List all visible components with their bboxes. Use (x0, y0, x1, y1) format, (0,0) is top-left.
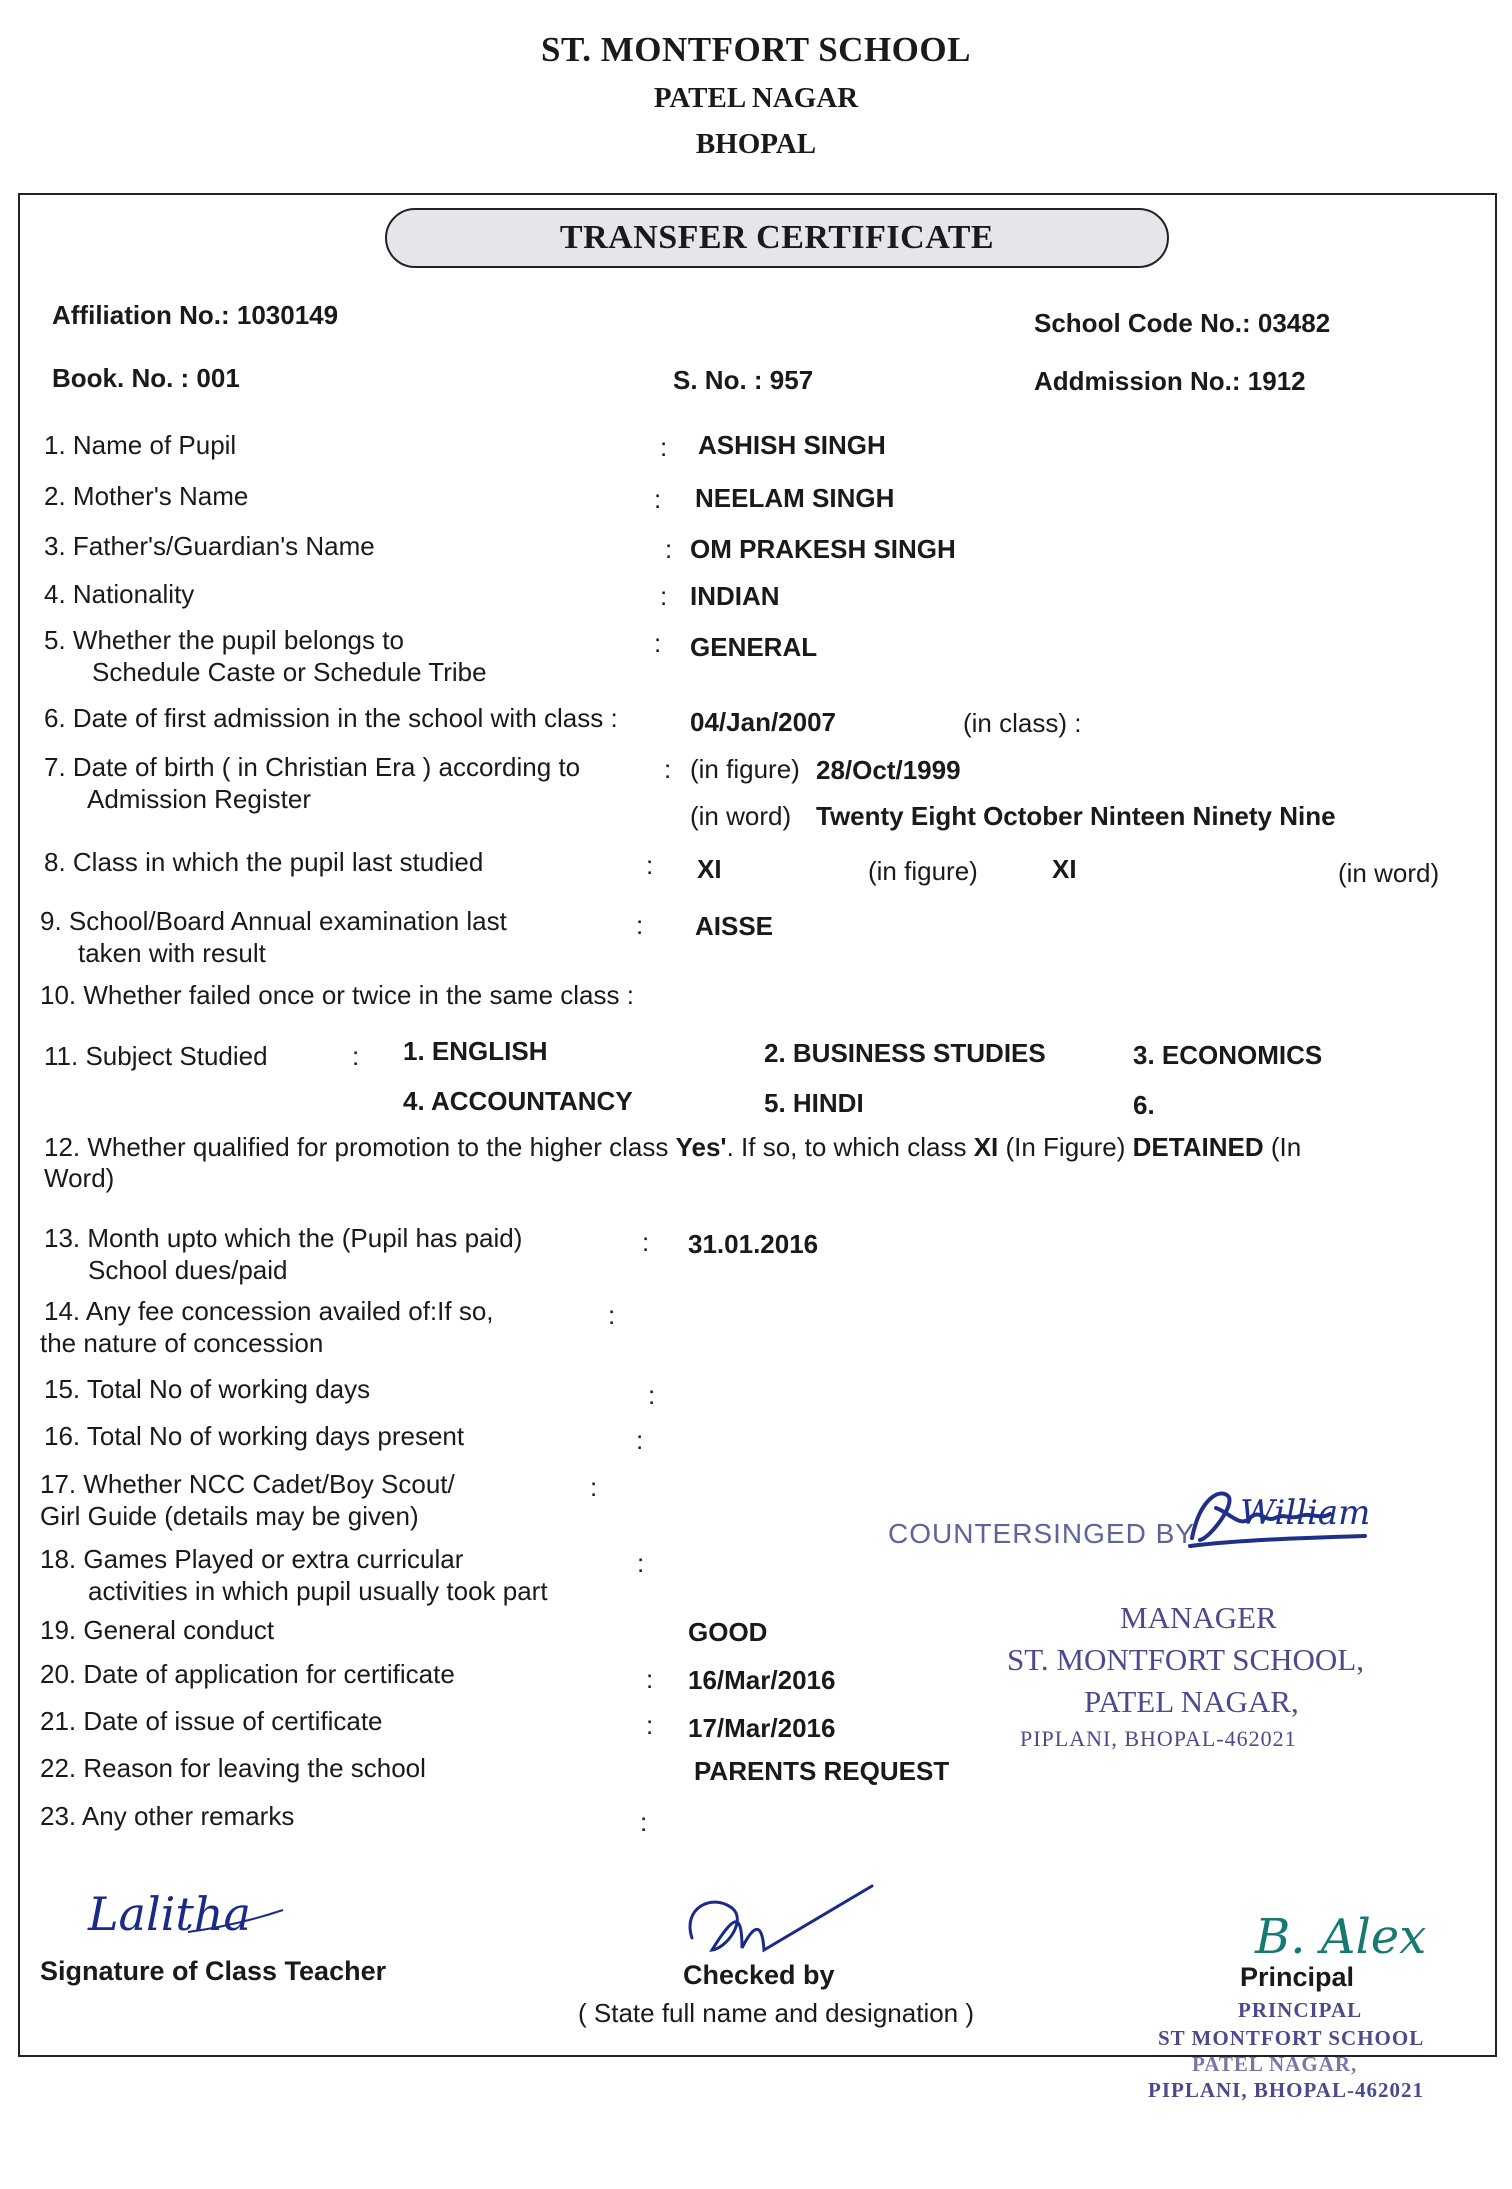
field-7-word-value: Twenty Eight October Ninteen Ninety Nine (816, 801, 1336, 831)
book-no: Book. No. : 001 (52, 363, 240, 393)
subject-3: 3. ECONOMICS (1133, 1040, 1323, 1070)
field-12-answer: Yes' (675, 1132, 727, 1162)
colon: : (646, 1710, 654, 1740)
field-21-value: 17/Mar/2016 (688, 1713, 836, 1743)
field-6-suffix: (in class) : (963, 708, 1082, 738)
field-8-word-value: XI (1052, 854, 1077, 884)
school-city: BHOPAL (695, 128, 817, 160)
field-10-label: 10. Whether failed once or twice in the same class : (40, 980, 634, 1010)
field-4-label: 4. Nationality (44, 579, 195, 609)
subject-2: 2. BUSINESS STUDIES (764, 1038, 1046, 1068)
field-9-label-line2: taken with result (78, 938, 266, 968)
field-22-value: PARENTS REQUEST (694, 1756, 950, 1786)
field-21-label: 21. Date of issue of certificate (40, 1706, 383, 1736)
colon: : (646, 1664, 654, 1694)
field-13-value: 31.01.2016 (688, 1229, 819, 1259)
field-12-text: (In Figure) (998, 1132, 1133, 1162)
field-19-value: GOOD (688, 1617, 768, 1647)
manager-stamp-line4: PIPLANI, BHOPAL-462021 (1020, 1726, 1297, 1751)
field-14-label-line1: 14. Any fee concession availed of:If so, (44, 1296, 494, 1326)
field-5-label-line1: 5. Whether the pupil belongs to (44, 625, 404, 655)
field-7-label-line1: 7. Date of birth ( in Christian Era ) according to (44, 752, 581, 782)
field-6-label: 6. Date of first admission in the school with class : (44, 703, 618, 733)
colon: : (352, 1041, 360, 1071)
colon: : (637, 1548, 645, 1578)
countersign-signature-text: William (1240, 1493, 1371, 1533)
field-19-label: 19. General conduct (40, 1615, 275, 1645)
field-6-value: 04/Jan/2007 (690, 707, 837, 737)
field-9-value: AISSE (695, 911, 774, 941)
countersigned-stamp: COUNTERSINGED BY (888, 1518, 1195, 1549)
field-22-label: 22. Reason for leaving the school (40, 1753, 426, 1783)
subject-5: 5. HINDI (764, 1088, 864, 1118)
school-name: ST. MONTFORT SCHOOL (541, 30, 971, 69)
principal-signature-text: B. Alex (1255, 1909, 1427, 1965)
field-12-text: . If so, to which class (726, 1132, 974, 1162)
admission-no: Addmission No.: 1912 (1034, 366, 1306, 396)
field-17-label-line2: Girl Guide (details may be given) (40, 1501, 419, 1531)
field-15-label: 15. Total No of working days (44, 1374, 371, 1404)
colon: : (654, 484, 662, 514)
field-12-line1 (44, 1132, 1301, 1162)
field-12-class: XI (973, 1132, 999, 1162)
field-12-text: (In (1263, 1132, 1302, 1162)
colon: : (608, 1300, 616, 1330)
certificate-title: TRANSFER CERTIFICATE (385, 208, 1169, 268)
principal-stamp-line3: PATEL NAGAR, (1192, 2052, 1358, 2076)
field-23-label: 23. Any other remarks (40, 1801, 295, 1831)
field-16-label: 16. Total No of working days present (44, 1421, 465, 1451)
checked-by-label: Checked by (683, 1960, 835, 1990)
colon: : (590, 1472, 598, 1502)
serial-no: S. No. : 957 (673, 365, 814, 395)
principal-stamp-line4: PIPLANI, BHOPAL-462021 (1148, 2078, 1424, 2102)
field-4-value: INDIAN (690, 581, 780, 611)
field-13-label-line1: 13. Month upto which the (Pupil has paid) (44, 1223, 523, 1253)
colon: : (648, 1380, 656, 1410)
field-7-figure-value: 28/Oct/1999 (816, 755, 961, 785)
colon: : (660, 432, 668, 462)
field-18-label-line1: 18. Games Played or extra curricular (40, 1544, 464, 1574)
field-18-label-line2: activities in which pupil usually took part (88, 1576, 548, 1606)
field-8-figure-value: XI (697, 854, 722, 884)
subject-4: 4. ACCOUNTANCY (403, 1086, 633, 1116)
principal-stamp-line1: PRINCIPAL (1238, 1998, 1363, 2022)
colon: : (665, 534, 673, 564)
field-2-label: 2. Mother's Name (44, 481, 249, 511)
field-11-label: 11. Subject Studied (44, 1041, 268, 1071)
field-7-word-tag: (in word) (690, 801, 792, 831)
field-20-label: 20. Date of application for certificate (40, 1659, 455, 1689)
manager-stamp-line3: PATEL NAGAR, (1084, 1684, 1299, 1719)
countersign-signature (1180, 1478, 1370, 1558)
manager-stamp-line2: ST. MONTFORT SCHOOL, (1007, 1642, 1364, 1677)
colon: : (636, 910, 644, 940)
field-12-text: 12. Whether qualified for promotion to the higher class (44, 1132, 676, 1162)
field-7-label-line2: Admission Register (87, 784, 311, 814)
colon: : (654, 628, 662, 658)
field-5-value: GENERAL (690, 632, 818, 662)
field-12-line2: Word) (44, 1163, 115, 1193)
field-1-label: 1. Name of Pupil (44, 430, 237, 460)
colon: : (642, 1227, 650, 1257)
colon: : (660, 581, 668, 611)
principal-label: Principal (1240, 1962, 1355, 1992)
field-13-label-line2: School dues/paid (88, 1255, 288, 1285)
field-3-value: OM PRAKESH SINGH (690, 534, 956, 564)
principal-stamp-line2: ST MONTFORT SCHOOL (1158, 2026, 1425, 2050)
colon: : (640, 1807, 648, 1837)
school-locality: PATEL NAGAR (653, 82, 859, 114)
field-8-word-tag: (in word) (1338, 858, 1440, 888)
field-3-label: 3. Father's/Guardian's Name (44, 531, 375, 561)
field-1-value: ASHISH SINGH (698, 430, 886, 460)
class-teacher-signature-text: Lalitha (88, 1887, 251, 1941)
field-9-label-line1: 9. School/Board Annual examination last (40, 906, 507, 936)
affiliation-no: Affiliation No.: 1030149 (52, 300, 339, 330)
colon: : (664, 754, 672, 784)
field-7-figure-tag: (in figure) (690, 754, 800, 784)
manager-stamp-line1: MANAGER (1120, 1600, 1277, 1635)
checked-by-note: ( State full name and designation ) (578, 1998, 975, 2028)
field-8-figure-tag: (in figure) (868, 856, 978, 886)
field-17-label-line1: 17. Whether NCC Cadet/Boy Scout/ (40, 1469, 455, 1499)
subject-6: 6. (1133, 1090, 1155, 1120)
field-5-label-line2: Schedule Caste or Schedule Tribe (92, 657, 487, 687)
school-code-no: School Code No.: 03482 (1034, 308, 1331, 338)
colon: : (636, 1425, 644, 1455)
field-2-value: NEELAM SINGH (695, 483, 895, 513)
field-14-label-line2: the nature of concession (40, 1328, 324, 1358)
colon: : (646, 850, 654, 880)
field-20-value: 16/Mar/2016 (688, 1665, 836, 1695)
field-12-word: DETAINED (1132, 1132, 1264, 1162)
class-teacher-signature-label: Signature of Class Teacher (40, 1956, 387, 1986)
subject-1: 1. ENGLISH (403, 1036, 548, 1066)
class-teacher-signature (88, 1880, 288, 1960)
field-8-label: 8. Class in which the pupil last studied (44, 847, 484, 877)
